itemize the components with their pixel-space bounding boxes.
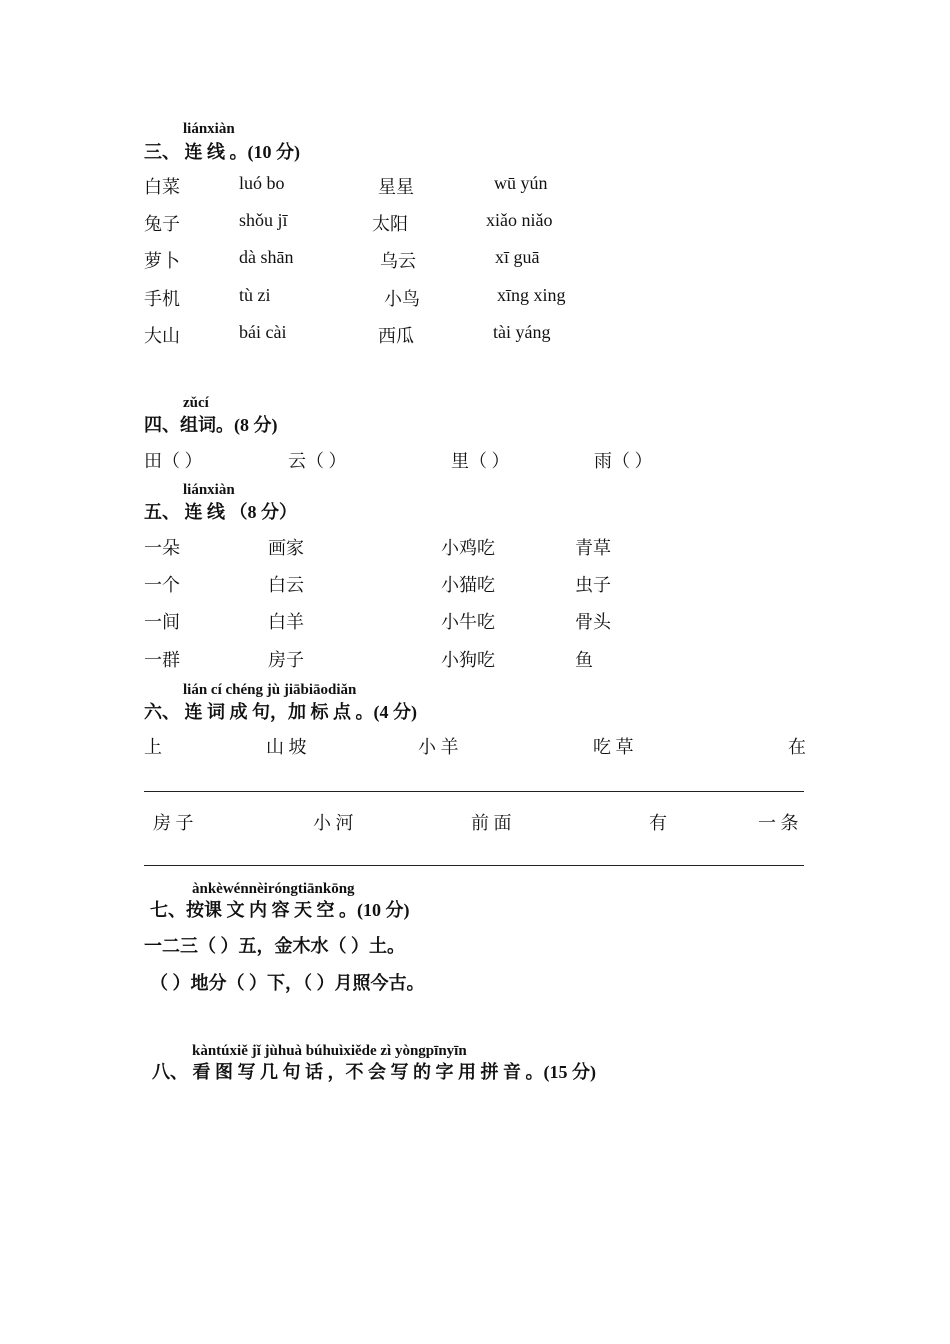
s5-cell: 白羊 bbox=[268, 612, 304, 632]
s6-word: 吃 草 bbox=[593, 737, 634, 757]
s5-cell: 鱼 bbox=[575, 650, 593, 670]
s3-cell: 萝卜 bbox=[144, 251, 180, 271]
s5-cell: 小牛吃 bbox=[441, 612, 495, 632]
s6-word: 在 bbox=[788, 737, 806, 757]
s3-cell: 兔子 bbox=[144, 214, 180, 234]
s3-cell: 西瓜 bbox=[378, 326, 414, 346]
s4-title: 四、组词。(8 分) bbox=[144, 415, 278, 435]
s4-blank[interactable]: 田（ ） bbox=[144, 451, 203, 471]
s4-blank[interactable]: 雨（ ） bbox=[594, 451, 653, 471]
s5-cell: 小猫吃 bbox=[441, 575, 495, 595]
s3-cell: xiǎo niǎo bbox=[486, 210, 553, 230]
s3-cell: bái cài bbox=[239, 322, 287, 342]
s5-cell: 一间 bbox=[144, 612, 180, 632]
s7-line-2: （ ）地分（ ）下，（ ）月照今古。 bbox=[150, 973, 425, 993]
s8-title: 八、 看 图 写 几 句 话 ，不 会 写 的 字 用 拼 音 。(15 分) bbox=[152, 1062, 596, 1082]
s6-word: 有 bbox=[649, 813, 667, 833]
s6-word: 房 子 bbox=[153, 813, 194, 833]
s4-pinyin: zǔcí bbox=[183, 395, 209, 411]
s5-cell: 一个 bbox=[144, 575, 180, 595]
s6-answer-line-2[interactable] bbox=[144, 865, 804, 866]
s3-title: 三、 连 线 。(10 分) bbox=[144, 142, 300, 162]
s5-cell: 房子 bbox=[268, 650, 304, 670]
s8-pinyin: kàntúxiě jǐ jùhuà búhuìxiěde zì yòngpīnyīn bbox=[192, 1043, 467, 1059]
s3-cell: 太阳 bbox=[372, 214, 408, 234]
s3-cell: 白菜 bbox=[144, 177, 180, 197]
s6-word: 山 坡 bbox=[266, 737, 307, 757]
s5-cell: 骨头 bbox=[575, 612, 611, 632]
s6-word: 小 河 bbox=[313, 813, 354, 833]
s5-cell: 青草 bbox=[575, 538, 611, 558]
s5-cell: 小狗吃 bbox=[441, 650, 495, 670]
s3-cell: 小鸟 bbox=[384, 289, 420, 309]
s6-word: 上 bbox=[144, 737, 162, 757]
s3-cell: 手机 bbox=[144, 289, 180, 309]
s3-cell: wū yún bbox=[494, 173, 548, 193]
s6-pinyin: lián cí chéng jù jiābiāodiǎn bbox=[183, 682, 357, 698]
s4-blank[interactable]: 里（ ） bbox=[451, 451, 510, 471]
s3-cell: 星星 bbox=[378, 177, 414, 197]
s5-cell: 白云 bbox=[268, 575, 304, 595]
s6-title: 六、 连 词 成 句，加 标 点 。(4 分) bbox=[144, 702, 417, 722]
s6-word: 一 条 bbox=[758, 813, 799, 833]
s6-word: 前 面 bbox=[471, 813, 512, 833]
s4-blank[interactable]: 云（ ） bbox=[288, 451, 347, 471]
s3-cell: xī guā bbox=[495, 247, 540, 267]
s5-cell: 一朵 bbox=[144, 538, 180, 558]
s3-pinyin: liánxiàn bbox=[183, 121, 235, 137]
s5-title: 五、 连 线 （8 分） bbox=[144, 502, 297, 522]
s6-answer-line-1[interactable] bbox=[144, 791, 804, 792]
s5-cell: 小鸡吃 bbox=[441, 538, 495, 558]
s5-cell: 一群 bbox=[144, 650, 180, 670]
s3-cell: dà shān bbox=[239, 247, 294, 267]
s3-cell: xīng xing bbox=[497, 285, 566, 305]
s6-word: 小 羊 bbox=[418, 737, 459, 757]
s5-cell: 虫子 bbox=[575, 575, 611, 595]
s3-cell: tù zi bbox=[239, 285, 271, 305]
s3-cell: 大山 bbox=[144, 326, 180, 346]
s5-pinyin: liánxiàn bbox=[183, 482, 235, 498]
s3-cell: tài yáng bbox=[493, 322, 551, 342]
s3-cell: shǒu jī bbox=[239, 210, 288, 230]
s3-cell: 乌云 bbox=[380, 251, 416, 271]
s5-cell: 画家 bbox=[268, 538, 304, 558]
s7-title: 七、按课 文 内 容 天 空 。(10 分) bbox=[150, 900, 410, 920]
s7-pinyin: ànkèwénnèiróngtiānkōng bbox=[192, 881, 355, 897]
s3-cell: luó bo bbox=[239, 173, 285, 193]
s7-line-1: 一二三（ ）五，金木水（ ）土。 bbox=[144, 936, 405, 956]
